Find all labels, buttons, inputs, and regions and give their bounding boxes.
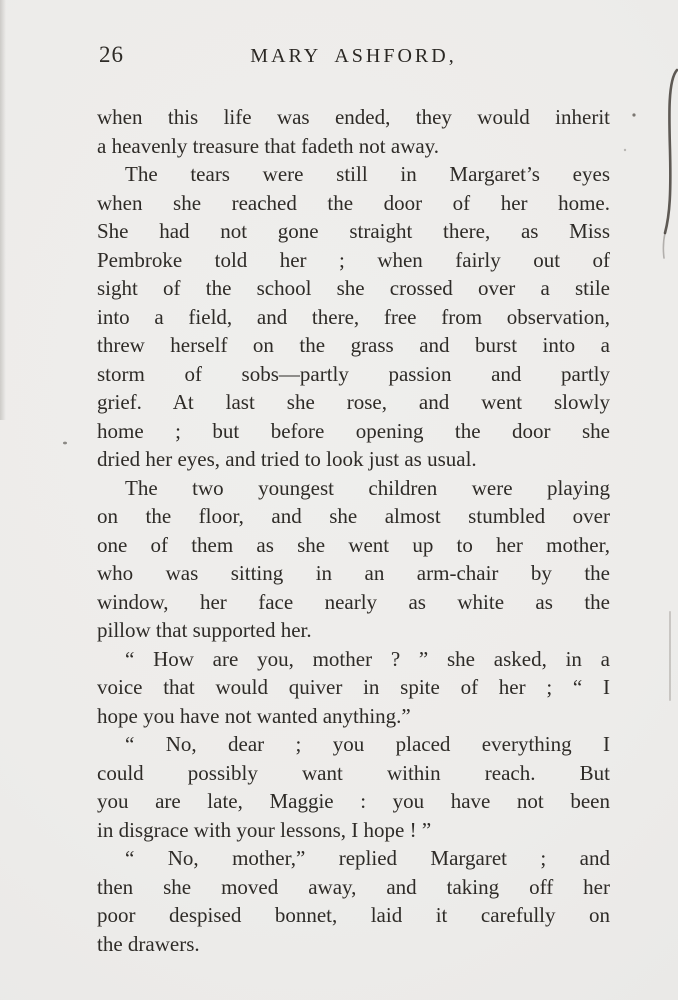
text-line: hope you have not wanted anything.” [97, 703, 411, 728]
page-body [97, 103, 610, 958]
text-line: Pembroke told her ; when fairly out of [97, 247, 610, 272]
text-line: The tears were still in Margaret’s eyes [125, 162, 610, 186]
text-line: sight of the school she crossed over a stile [97, 276, 610, 300]
page-edge-curve [665, 70, 677, 233]
text-line: when she reached the door of her home. [97, 190, 610, 215]
page-number: 26 [99, 42, 124, 67]
text-line: into a field, and there, free from observation, [97, 304, 610, 329]
text-line: who was sitting in an arm-chair by the [97, 561, 610, 585]
text-line: when this life was ended, they would inherit [97, 105, 610, 129]
text-line: the drawers. [97, 931, 200, 956]
ink-speck [632, 113, 635, 116]
ink-speck [63, 442, 67, 445]
text-line: then she moved away, and taking off her [97, 874, 610, 899]
text-line: voice that would quiver in spite of her ; “ I [97, 675, 610, 699]
text-line: “ How are you, mother ? ” she asked, in a [125, 646, 610, 671]
text-line: one of them as she went up to her mother, [97, 532, 610, 557]
text-line: home ; but before opening the door she [97, 418, 610, 443]
text-line: grief. At last she rose, and went slowly [97, 390, 610, 414]
text-line: could possibly want within reach. But [97, 760, 610, 785]
page-edge-curve-fade [663, 233, 665, 258]
text-line: window, her face nearly as white as the [97, 589, 610, 614]
text-line: She had not gone straight there, as Miss [97, 219, 610, 243]
page-header-row [97, 42, 610, 72]
text-line: “ No, mother,” replied Margaret ; and [125, 846, 610, 870]
text-line: on the floor, and she almost stumbled over [97, 504, 610, 528]
text-line: in disgrace with your lessons, I hope ! ” [97, 817, 432, 842]
scan-left-edge-shade [0, 0, 6, 420]
text-line: The two youngest children were playing [125, 475, 610, 500]
text-line: you are late, Maggie : you have not been [97, 789, 610, 813]
text-line: poor despised bonnet, laid it carefully on [97, 903, 610, 927]
text-line: dried her eyes, and tried to look just as usual. [97, 447, 477, 471]
text-line: a heavenly treasure that fadeth not away. [97, 133, 440, 158]
text-line: pillow that supported her. [97, 618, 312, 642]
ink-speck [624, 149, 626, 151]
running-header: MARY ASHFORD, [250, 45, 457, 67]
text-line: threw herself on the grass and burst into a [97, 333, 610, 357]
text-line: storm of sobs—partly passion and partly [97, 361, 610, 386]
text-line: “ No, dear ; you placed everything I [125, 732, 610, 756]
